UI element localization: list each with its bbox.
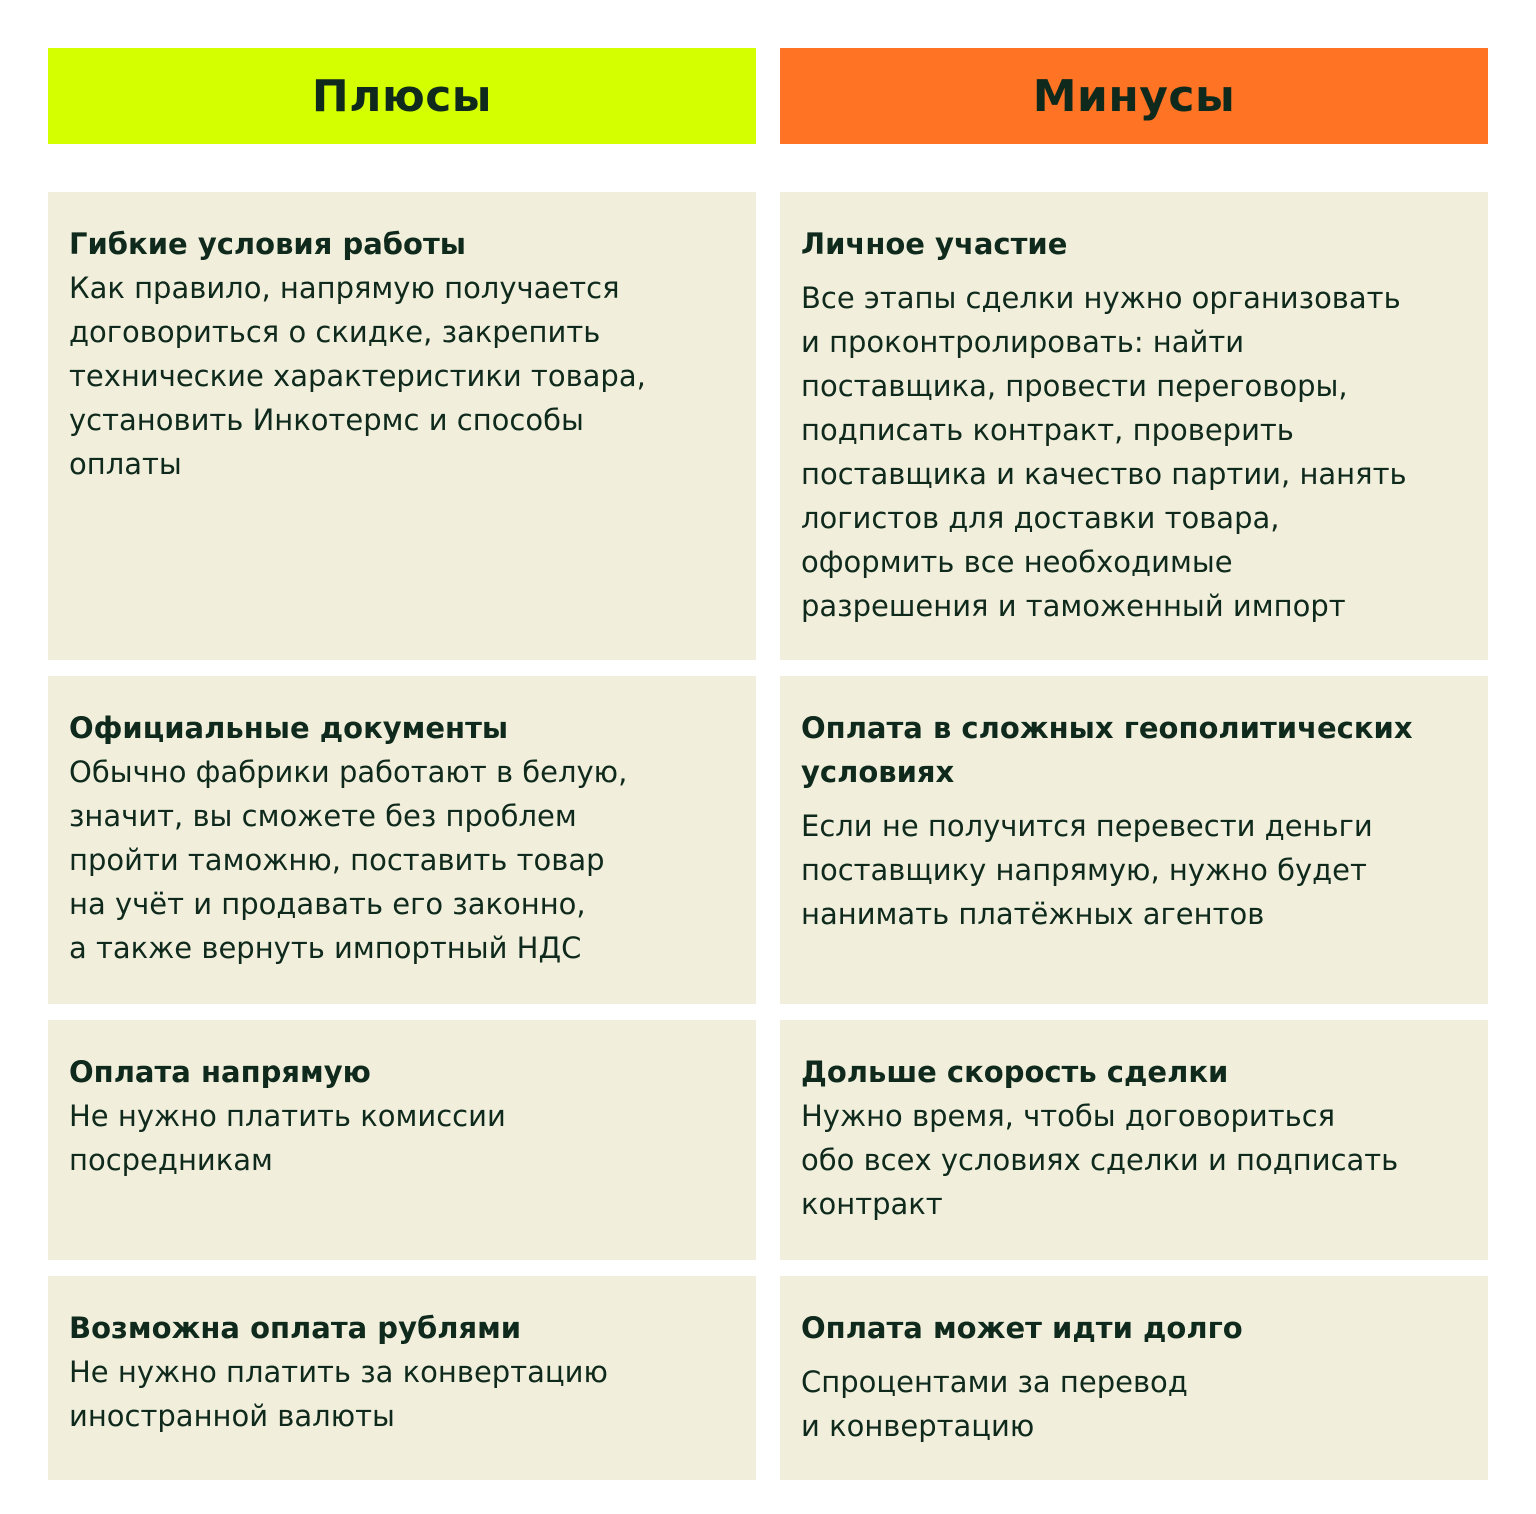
pros-item-text: Не нужно платить за конвертацию иностранной валюты — [69, 1355, 608, 1433]
cons-header — [780, 48, 1488, 144]
cons-item-title: Оплата в сложных геополитических условиях — [801, 711, 1413, 789]
cons-item-text: Нужно время, чтобы договориться обо всех условиях сделки и подписать контракт — [801, 1099, 1399, 1221]
cons-item-deal-speed — [780, 1020, 1488, 1260]
pros-item-title: Официальные документы — [69, 711, 509, 745]
cons-item-geopolitical-payment — [780, 676, 1488, 1004]
cons-item-text: Все этапы сделки нужно организовать и проконтролировать: найти поставщика, провести переговоры, подписать контракт, проверить поставщика и качество партии, нанять логистов для доставки товара, оформить все необходимые разрешения и таможенный импорт — [801, 281, 1407, 623]
pros-item-title: Гибкие условия работы — [69, 227, 466, 261]
cons-item-title: Личное участие — [801, 227, 1068, 261]
pros-item-text: Не нужно платить комиссии посредникам — [69, 1099, 506, 1177]
pros-header-label: Плюсы — [311, 70, 493, 122]
cons-item-title: Оплата может идти долго — [801, 1311, 1243, 1345]
cons-item-personal-involvement — [780, 192, 1488, 660]
cons-item-title: Дольше скорость сделки — [801, 1055, 1229, 1089]
pros-item-title: Возможна оплата рублями — [69, 1311, 522, 1345]
cons-item-text: Если не получится перевести деньги поставщику напрямую, нужно будет нанимать платёжных агентов — [801, 809, 1373, 931]
pros-item-title: Оплата напрямую — [69, 1055, 371, 1089]
pros-item-flexible-terms — [48, 192, 756, 660]
pros-item-text: Как правило, напрямую получается договориться о скидке, закрепить технические характеристики товара, установить Инкотермс и способы оплаты — [69, 271, 646, 481]
pros-item-official-documents — [48, 676, 756, 1004]
cons-header-label: Минусы — [1032, 70, 1236, 122]
pros-item-text: Обычно фабрики работают в белую, значит, вы сможете без проблем пройти таможню, поставить товар на учёт и продавать его законно, а также вернуть импортный НДС — [69, 755, 628, 965]
pros-item-direct-payment — [48, 1020, 756, 1260]
pros-item-ruble-payment — [48, 1276, 756, 1480]
pros-header — [48, 48, 756, 144]
cons-item-slow-payment — [780, 1276, 1488, 1480]
cons-item-text: Спроцентами за перевод и конвертацию — [801, 1365, 1188, 1443]
